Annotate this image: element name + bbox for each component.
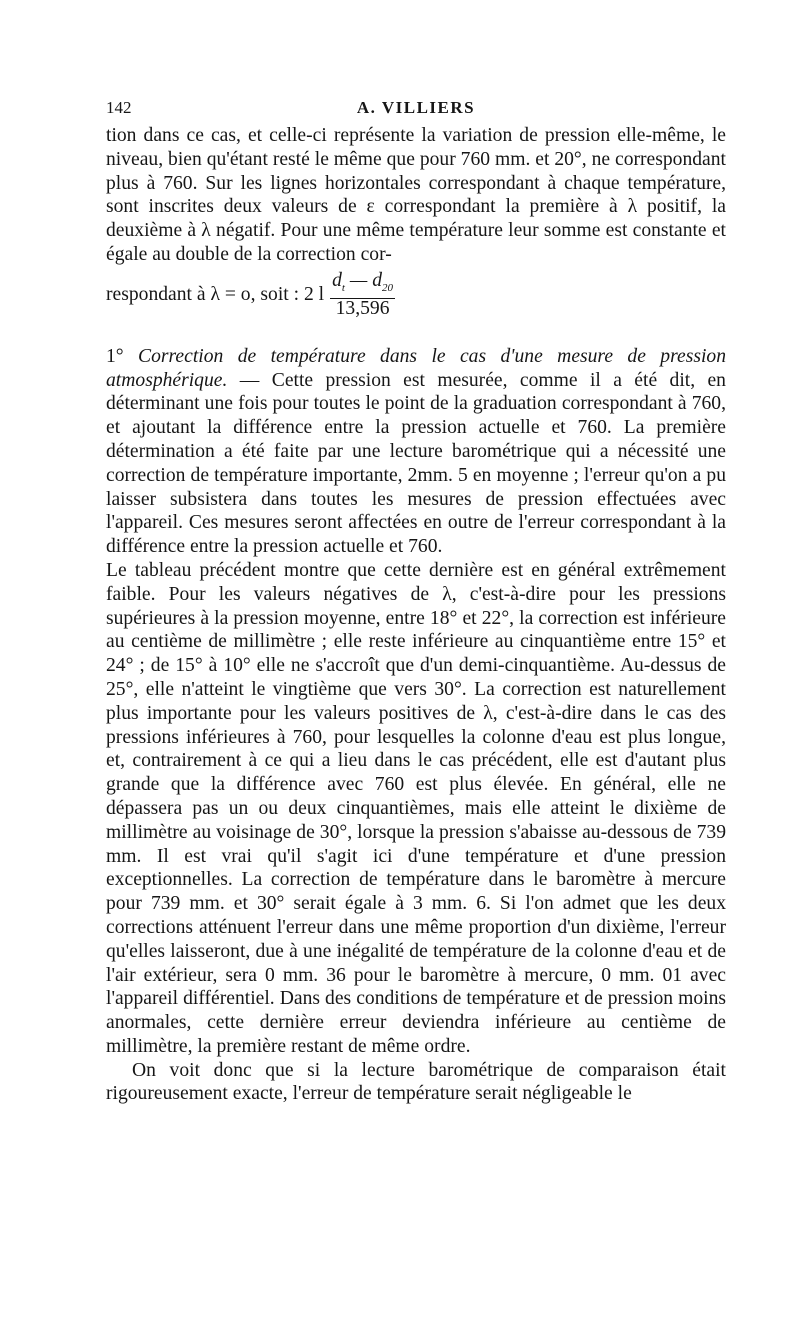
section-paragraph <box>106 345 726 559</box>
fraction <box>330 269 395 319</box>
fraction-numerator <box>330 269 395 299</box>
section-gap <box>106 321 726 345</box>
paragraph-3: On voit donc que si la lecture barométrique de comparaison était rigoureusement exacte, l'erreur de température serait négligeable le <box>106 1059 726 1105</box>
formula-line <box>106 271 726 319</box>
paragraph-2: Le tableau précédent montre que cette dernière est en général extrêmement faible. Pour les valeurs négatives de λ, c'est-à-dire pour les pressions supérieures à la pression moyenne, entre 18° et 22°, la correction est inférieure au centième de millimètre ; elle reste inférieure au cinquantième entre 15° et 24° ; de 15° à 10° elle ne s'accroît que d'un demi-cinquantième. Au-dessus de 25°, elle n'atteint le vingtième que vers 30°. La correction est naturellement plus importante pour les valeurs positives de λ, c'est-à-dire dans le cas des pressions inférieures à 760, pour lesquelles la colonne d'eau est plus longue, et, contrairement à ce qui a lieu dans le cas précédent, elle est d'autant plus grande que la différence avec 760 est plus élevée. En général, elle ne dépassera pas un ou deux cinquantièmes, mais elle atteint le dixième de millimètre au voisinage de 30°, lorsque la pression s'abaisse au-dessous de 739 mm. Il est vrai qu'il s'agit ici d'une température et d'une pression exceptionnelles. La correction de température dans le baromètre à mercure pour 739 mm. et 30° serait égale à 3 mm. 6. Si l'on admet que les deux corrections atténuent l'erreur dans une même proportion d'un dixième, l'erreur qu'elles laisseront, due à une inégalité de température de la colonne d'eau et de l'air extérieur, sera 0 mm. 36 pour le baromètre à mercure, 0 mm. 01 avec l'appareil différentiel. Dans des conditions de température et de pression moins anormales, cette dernière erreur deviendra inférieure au centième de millimètre, la première restant de même ordre. <box>106 559 726 1057</box>
page <box>106 98 726 1106</box>
page-number: 142 <box>106 98 132 117</box>
formula-lead: respondant à λ = o, soit : 2 l <box>106 283 325 305</box>
section-number: 1° <box>106 345 124 367</box>
numerator-minus-d: — d <box>344 269 382 291</box>
subscript-20: 20 <box>382 281 393 294</box>
page-header <box>106 98 726 124</box>
paragraph-continued: tion dans ce cas, et celle-ci représente la variation de pression elle-même, le niveau, bien qu'étant resté le même que pour 760 mm. et 20°, ne correspondant plus à 760. Sur les lignes horizontales correspondant à chaque température, sont inscrites deux valeurs de ε correspondant la première à λ positif, la deuxième à λ négatif. Pour une même température leur somme est constante et égale au double de la correction cor- <box>106 125 726 265</box>
fraction-denominator: 13,596 <box>335 297 390 319</box>
section-body: — Cette pression est mesurée, comme il a été dit, en déterminant une fois pour toutes le point de la graduation correspondant à 760, et ajoutant la différence entre la pression actuelle et 760. La première détermination a été faite par une lecture barométrique qui a nécessité une correction de température importante, 2mm. 5 en moyenne ; l'erreur qu'on a pu laisser subsistera dans toutes les mesures de pression effectuées avec l'appareil. Ces mesures seront affectées en outre de l'erreur correspondant à la différence entre la pression actuelle et 760. <box>106 369 726 558</box>
running-head: A. VILLIERS <box>356 98 476 117</box>
body-text <box>106 124 726 1106</box>
subscript-t: t <box>341 281 345 294</box>
section-title: Correction de température dans le cas d'une mesure de pression atmosphérique. <box>106 345 726 391</box>
numerator-d: d <box>332 269 342 291</box>
